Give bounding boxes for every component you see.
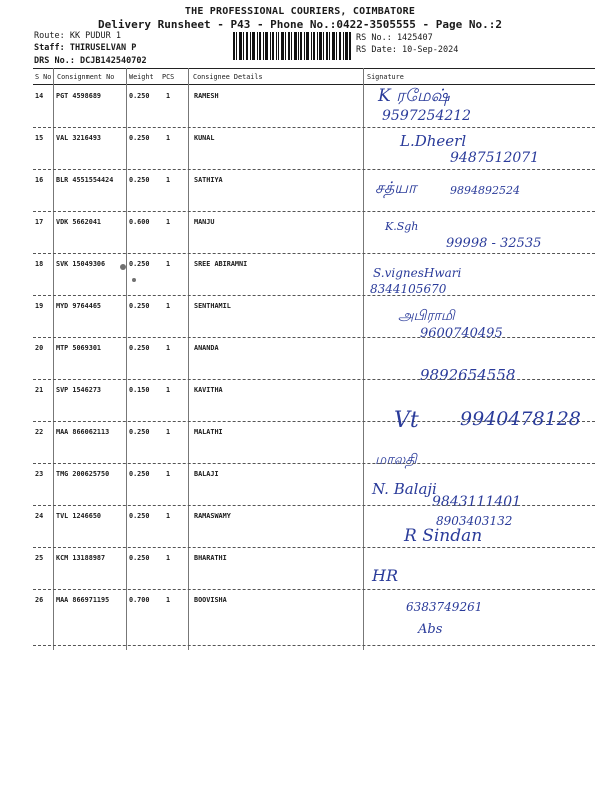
row-sno: 15 — [35, 134, 44, 142]
row-weight: 0.150 — [129, 386, 150, 394]
row-sno: 24 — [35, 512, 44, 520]
row-consignment: MTP 5069301 — [56, 344, 102, 352]
signature-line-1: HR — [372, 566, 398, 585]
signature-line-1: S.vignesHwari — [373, 266, 462, 280]
signature-line-1: மாலதி — [375, 452, 417, 468]
row-pcs: 1 — [166, 92, 171, 100]
row-consignee: MANJU — [194, 218, 215, 226]
row-weight: 0.250 — [129, 470, 150, 478]
header-bottom-rule — [33, 84, 595, 85]
staff-label: Staff: THIRUSELVAN P — [34, 43, 137, 53]
row-weight: 0.250 — [129, 134, 150, 142]
row-pcs: 1 — [166, 302, 171, 310]
signature-line-1: Vt — [394, 408, 419, 433]
row-weight: 0.600 — [129, 218, 150, 226]
rs-number: RS No.: 1425407 — [356, 33, 433, 43]
row-sno: 25 — [35, 554, 44, 562]
signature-line-2: 9597254212 — [382, 108, 472, 124]
col-header-consignee: Consignee Details — [193, 73, 263, 81]
row-consignment: MYD 9764465 — [56, 302, 102, 310]
row-consignment: SVP 1546273 — [56, 386, 102, 394]
row-weight: 0.250 — [129, 554, 150, 562]
company-title: THE PROFESSIONAL COURIERS, COIMBATORE — [184, 6, 416, 17]
table-row — [0, 464, 600, 510]
signature-line-2: Abs — [418, 622, 443, 637]
col-header-pcs: PCS — [162, 73, 175, 81]
row-weight: 0.250 — [129, 512, 150, 520]
row-consignee: BHARATHI — [194, 554, 227, 562]
row-consignee: KUNAL — [194, 134, 215, 142]
table-row — [0, 296, 600, 341]
row-consignee: ANANDA — [194, 344, 219, 352]
route-label: Route: KK PUDUR 1 — [34, 31, 121, 41]
row-sno: 21 — [35, 386, 44, 394]
row-consignee: KAVITHA — [194, 386, 223, 394]
row-consignment: VDK 5662041 — [56, 218, 102, 226]
rs-date: RS Date: 10-Sep-2024 — [356, 45, 459, 55]
signature-line-2: 9940478128 — [460, 408, 581, 430]
row-sno: 26 — [35, 596, 44, 604]
signature-line-1: 8903403132 — [436, 514, 513, 528]
signature-line-1: L.Dheerl — [400, 132, 467, 150]
signature-line-1: அபிராமி — [398, 308, 455, 324]
signature-line-2: 8344105670 — [370, 282, 447, 296]
row-weight: 0.250 — [129, 428, 150, 436]
row-consignee: SATHIYA — [194, 176, 223, 184]
signature-line-1: N. Balaji — [372, 480, 437, 498]
row-sno: 17 — [35, 218, 44, 226]
row-pcs: 1 — [166, 470, 171, 478]
row-consignee: SREE ABIRAMNI — [194, 260, 248, 268]
signature-line-2: 9894892524 — [450, 184, 520, 197]
row-sno: 18 — [35, 260, 44, 268]
signature-line-1: K.Sgh — [385, 220, 419, 233]
row-consignment: MAA 866062113 — [56, 428, 110, 436]
signature-line-1: 6383749261 — [406, 600, 483, 614]
table-row — [0, 338, 600, 384]
row-pcs: 1 — [166, 176, 171, 184]
col-header-consignment: Consignment No — [57, 73, 115, 81]
ink-smudge — [132, 278, 136, 282]
drs-number: DRS No.: DCJB142540702 — [34, 56, 147, 66]
row-pcs: 1 — [166, 512, 171, 520]
row-divider — [33, 645, 595, 646]
row-consignee: RAMASWAMY — [194, 512, 231, 520]
table-row — [0, 548, 600, 590]
table-row — [0, 254, 600, 296]
row-sno: 16 — [35, 176, 44, 184]
row-pcs: 1 — [166, 596, 171, 604]
table-row — [0, 212, 600, 254]
row-sno: 23 — [35, 470, 44, 478]
col-header-weight: Weight — [129, 73, 154, 81]
row-consignee: SENTHAMIL — [194, 302, 231, 310]
table-row — [0, 590, 600, 646]
row-sno: 20 — [35, 344, 44, 352]
signature-line-1: சத்யா — [375, 178, 417, 197]
row-consignment: MAA 866971195 — [56, 596, 110, 604]
signature-line-1: K ரமேஷ் — [378, 86, 450, 106]
row-weight: 0.250 — [129, 344, 150, 352]
signature-line-2: 9892654558 — [420, 366, 516, 384]
signature-line-2: R Sindan — [404, 526, 483, 546]
row-consignment: TMG 200625750 — [56, 470, 110, 478]
row-consignee: BOOVISHA — [194, 596, 227, 604]
signature-line-2: 9487512071 — [450, 150, 540, 166]
row-consignment: PGT 4598689 — [56, 92, 102, 100]
row-consignment: BLR 4551554424 — [56, 176, 114, 184]
row-pcs: 1 — [166, 218, 171, 226]
row-pcs: 1 — [166, 134, 171, 142]
row-weight: 0.250 — [129, 260, 150, 268]
row-consignee: RAMESH — [194, 92, 219, 100]
signature-line-2: 9843111401 — [432, 494, 522, 510]
header-top-rule — [33, 68, 595, 69]
row-sno: 19 — [35, 302, 44, 310]
signature-line-2: 99998 - 32535 — [446, 236, 542, 251]
row-pcs: 1 — [166, 260, 171, 268]
runsheet-subtitle: Delivery Runsheet - P43 - Phone No.:0422-3505555 - Page No.:2 — [98, 18, 502, 31]
row-weight: 0.250 — [129, 302, 150, 310]
col-header-signature: Signature — [367, 73, 404, 81]
signature-line-2: 9600740495 — [420, 326, 503, 341]
row-consignment: TVL 1246650 — [56, 512, 102, 520]
row-pcs: 1 — [166, 554, 171, 562]
row-consignee: MALATHI — [194, 428, 223, 436]
row-consignment: KCM 13188987 — [56, 554, 106, 562]
row-sno: 14 — [35, 92, 44, 100]
table-row — [0, 128, 600, 170]
row-weight: 0.250 — [129, 176, 150, 184]
barcode — [233, 32, 351, 60]
row-weight: 0.250 — [129, 92, 150, 100]
row-pcs: 1 — [166, 344, 171, 352]
table-row — [0, 408, 600, 468]
row-consignment: SVK 15049306 — [56, 260, 106, 268]
row-weight: 0.700 — [129, 596, 150, 604]
table-row — [0, 506, 600, 548]
table-row — [0, 86, 600, 128]
row-pcs: 1 — [166, 386, 171, 394]
row-pcs: 1 — [166, 428, 171, 436]
ink-smudge — [120, 264, 126, 270]
row-sno: 22 — [35, 428, 44, 436]
row-consignment: VAL 3216493 — [56, 134, 102, 142]
row-consignee: BALAJI — [194, 470, 219, 478]
col-header-sno: S No — [35, 73, 52, 81]
table-row — [0, 170, 600, 212]
